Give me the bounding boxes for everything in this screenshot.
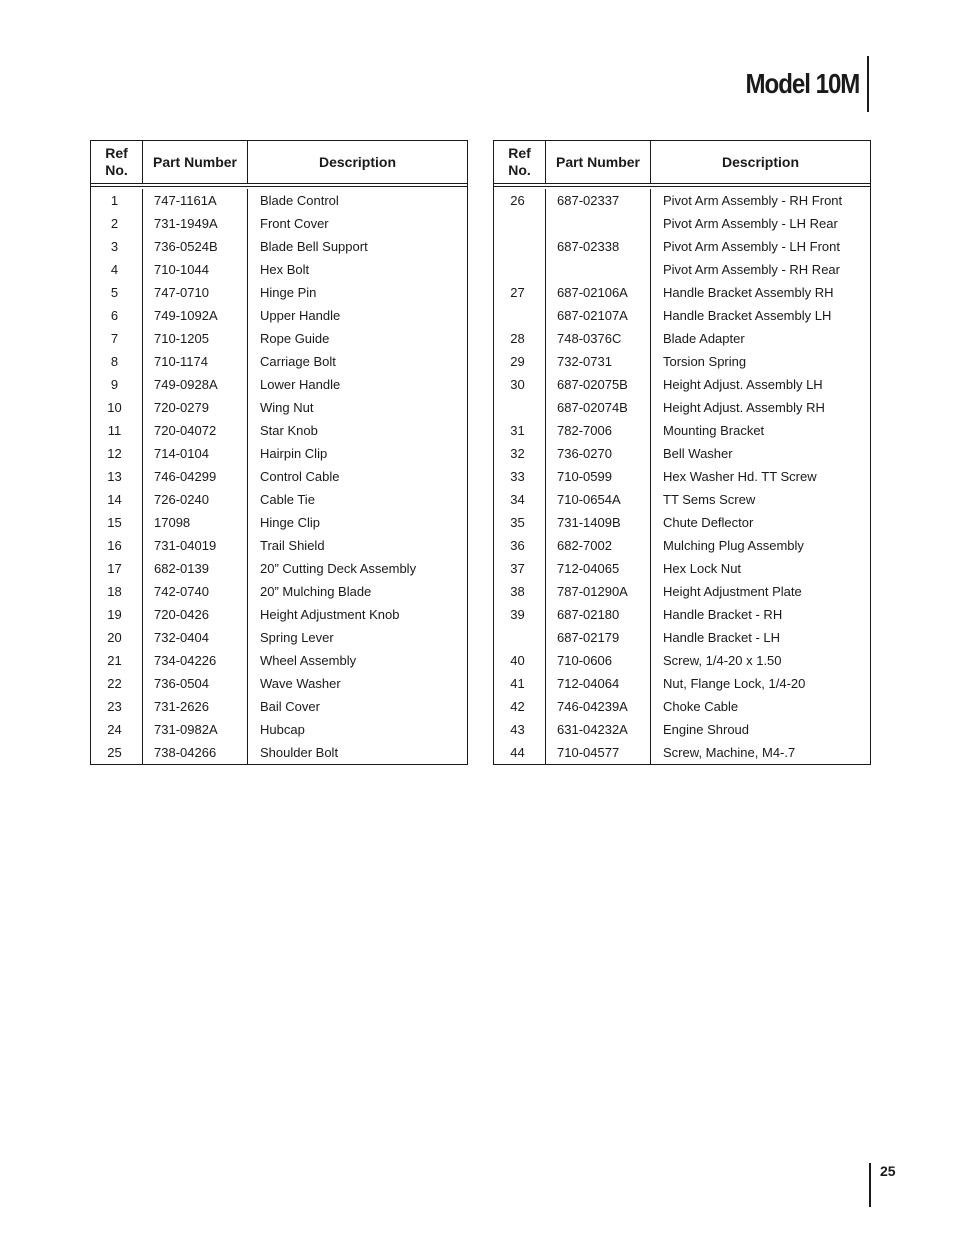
description-cell: Front Cover	[260, 216, 329, 231]
part-number-cell: 720-04072	[143, 419, 248, 442]
part-number-cell: 749-0928A	[143, 373, 248, 396]
ref-no-cell: 25	[91, 741, 143, 764]
title-rule	[867, 56, 869, 112]
part-number-cell: 710-0654A	[546, 488, 651, 511]
description-cell: Mounting Bracket	[663, 423, 765, 438]
description-cell: Carriage Bolt	[260, 354, 336, 369]
part-number-cell	[546, 258, 651, 281]
description-cell: Nut, Flange Lock, 1/4-20	[663, 676, 806, 691]
table-row	[91, 304, 467, 327]
part-number-cell: 731-1409B	[546, 511, 651, 534]
part-number-cell: 742-0740	[143, 580, 248, 603]
part-number-cell: 747-0710	[143, 281, 248, 304]
ref-no-cell	[494, 626, 546, 649]
description-cell: Blade Bell Support	[260, 239, 368, 254]
description-cell: Hex Lock Nut	[663, 561, 742, 576]
table-row	[494, 741, 870, 764]
part-number-cell: 734-04226	[143, 649, 248, 672]
description-cell: Height Adjustment Plate	[663, 584, 802, 599]
part-number-cell: 720-0279	[143, 396, 248, 419]
ref-no-cell: 16	[91, 534, 143, 557]
description-cell: Pivot Arm Assembly - LH Front	[663, 239, 840, 254]
ref-no-cell	[494, 235, 546, 258]
ref-no-cell: 39	[494, 603, 546, 626]
part-number-cell: 687-02106A	[546, 281, 651, 304]
ref-no-cell: 19	[91, 603, 143, 626]
ref-no-cell: 21	[91, 649, 143, 672]
description-cell: Handle Bracket - RH	[663, 607, 783, 622]
description-cell: Control Cable	[260, 469, 340, 484]
ref-no-cell: 18	[91, 580, 143, 603]
part-number-cell: 712-04065	[546, 557, 651, 580]
description-cell: Lower Handle	[260, 377, 341, 392]
part-number-cell: 687-02075B	[546, 373, 651, 396]
table-row	[494, 465, 870, 488]
description-cell: Chute Deflector	[663, 515, 754, 530]
description-cell: Height Adjust. Assembly LH	[663, 377, 823, 392]
table-row	[91, 281, 467, 304]
table-row	[91, 718, 467, 741]
part-number-cell: 736-0504	[143, 672, 248, 695]
parts-table-right	[493, 140, 871, 765]
part-number-cell: 687-02107A	[546, 304, 651, 327]
part-number-cell: 726-0240	[143, 488, 248, 511]
ref-no-cell: 14	[91, 488, 143, 511]
description-cell: TT Sems Screw	[663, 492, 756, 507]
ref-no-header: Ref No.	[91, 141, 143, 183]
table-row	[494, 350, 870, 373]
description-cell: Hex Bolt	[260, 262, 310, 277]
table-row	[494, 488, 870, 511]
description-cell: Wing Nut	[260, 400, 314, 415]
page-title: Model 10M	[745, 68, 859, 99]
table-row	[494, 672, 870, 695]
part-number-cell: 787-01290A	[546, 580, 651, 603]
description-cell: Blade Control	[260, 193, 339, 208]
table-row	[494, 396, 870, 419]
description-cell: Pivot Arm Assembly - RH Front	[663, 193, 843, 208]
part-number-header: Part Number	[546, 141, 651, 183]
ref-no-cell: 43	[494, 718, 546, 741]
ref-no-cell: 6	[91, 304, 143, 327]
description-cell: Spring Lever	[260, 630, 334, 645]
table-row	[494, 419, 870, 442]
part-number-cell: 710-1044	[143, 258, 248, 281]
table-row	[494, 626, 870, 649]
part-number-cell: 631-04232A	[546, 718, 651, 741]
description-cell: Cable Tie	[260, 492, 315, 507]
ref-no-cell: 10	[91, 396, 143, 419]
ref-no-cell: 42	[494, 695, 546, 718]
table-row	[91, 557, 467, 580]
description-cell: Hubcap	[260, 722, 305, 737]
part-number-cell: 736-0524B	[143, 235, 248, 258]
description-cell: Hinge Pin	[260, 285, 317, 300]
description-cell: Height Adjust. Assembly RH	[663, 400, 825, 415]
table-body	[494, 187, 870, 764]
table-row	[91, 511, 467, 534]
part-number-cell: 732-0404	[143, 626, 248, 649]
table-row	[91, 695, 467, 718]
part-number-cell: 732-0731	[546, 350, 651, 373]
table-row	[91, 603, 467, 626]
description-cell: Wave Washer	[260, 676, 341, 691]
table-row	[494, 235, 870, 258]
ref-no-cell: 26	[494, 189, 546, 212]
part-number-cell: 731-1949A	[143, 212, 248, 235]
part-number-cell: 782-7006	[546, 419, 651, 442]
part-number-cell: 731-2626	[143, 695, 248, 718]
ref-no-cell: 41	[494, 672, 546, 695]
ref-no-cell: 30	[494, 373, 546, 396]
table-row	[494, 718, 870, 741]
table-row	[91, 649, 467, 672]
description-cell: Handle Bracket - LH	[663, 630, 781, 645]
part-number-cell	[546, 212, 651, 235]
ref-no-cell: 17	[91, 557, 143, 580]
part-number-cell: 747-1161A	[143, 189, 248, 212]
ref-no-cell: 7	[91, 327, 143, 350]
part-number-cell: 710-0606	[546, 649, 651, 672]
ref-no-cell	[494, 212, 546, 235]
description-cell: Upper Handle	[260, 308, 341, 323]
ref-no-cell: 12	[91, 442, 143, 465]
table-row	[494, 327, 870, 350]
description-cell: Pivot Arm Assembly - RH Rear	[663, 262, 840, 277]
page-number-rule	[869, 1163, 871, 1207]
part-number-cell: 687-02179	[546, 626, 651, 649]
table-header	[494, 141, 870, 187]
description-cell: Handle Bracket Assembly LH	[663, 308, 832, 323]
description-cell: Blade Adapter	[663, 331, 745, 346]
ref-no-cell: 8	[91, 350, 143, 373]
table-row	[494, 258, 870, 281]
table-row	[494, 649, 870, 672]
ref-no-cell: 35	[494, 511, 546, 534]
table-row	[494, 281, 870, 304]
part-number-cell: 731-0982A	[143, 718, 248, 741]
part-number-cell: 687-02338	[546, 235, 651, 258]
table-row	[494, 212, 870, 235]
description-cell: Screw, Machine, M4-.7	[663, 745, 796, 760]
part-number-cell: 687-02180	[546, 603, 651, 626]
ref-no-cell: 20	[91, 626, 143, 649]
ref-no-cell	[494, 258, 546, 281]
ref-no-cell: 36	[494, 534, 546, 557]
ref-no-cell: 1	[91, 189, 143, 212]
part-number-header: Part Number	[143, 141, 248, 183]
description-cell: Shoulder Bolt	[260, 745, 339, 760]
table-row	[91, 373, 467, 396]
part-number-cell: 720-0426	[143, 603, 248, 626]
table-body	[91, 187, 467, 764]
description-cell: Trail Shield	[260, 538, 325, 553]
part-number-cell: 682-7002	[546, 534, 651, 557]
ref-no-cell: 40	[494, 649, 546, 672]
ref-no-cell: 33	[494, 465, 546, 488]
table-row	[494, 534, 870, 557]
part-number-cell: 17098	[143, 511, 248, 534]
description-cell: Rope Guide	[260, 331, 330, 346]
ref-no-cell: 28	[494, 327, 546, 350]
part-number-cell: 714-0104	[143, 442, 248, 465]
ref-no-cell: 38	[494, 580, 546, 603]
ref-no-cell: 34	[494, 488, 546, 511]
description-cell: Hairpin Clip	[260, 446, 328, 461]
part-number-cell: 710-04577	[546, 741, 651, 764]
ref-no-cell	[494, 396, 546, 419]
ref-no-cell: 32	[494, 442, 546, 465]
part-number-cell: 710-1174	[143, 350, 248, 373]
ref-no-cell: 9	[91, 373, 143, 396]
ref-no-cell: 44	[494, 741, 546, 764]
table-row	[91, 741, 467, 764]
table-row	[91, 258, 467, 281]
description-cell: Screw, 1/4-20 x 1.50	[663, 653, 782, 668]
part-number-cell: 682-0139	[143, 557, 248, 580]
ref-no-cell: 37	[494, 557, 546, 580]
ref-no-cell: 15	[91, 511, 143, 534]
description-cell: Bail Cover	[260, 699, 320, 714]
description-cell: Bell Washer	[663, 446, 733, 461]
table-row	[494, 557, 870, 580]
ref-no-cell: 27	[494, 281, 546, 304]
description-cell: Hex Washer Hd. TT Screw	[663, 469, 817, 484]
description-cell: Mulching Plug Assembly	[663, 538, 804, 553]
ref-no-cell: 5	[91, 281, 143, 304]
ref-no-cell: 24	[91, 718, 143, 741]
table-row	[91, 189, 467, 212]
table-row	[494, 580, 870, 603]
part-number-cell: 748-0376C	[546, 327, 651, 350]
table-row	[494, 511, 870, 534]
ref-no-cell: 13	[91, 465, 143, 488]
table-row	[91, 419, 467, 442]
table-row	[494, 373, 870, 396]
table-row	[494, 304, 870, 327]
table-row	[494, 442, 870, 465]
part-number-cell: 687-02074B	[546, 396, 651, 419]
ref-no-cell: 4	[91, 258, 143, 281]
table-row	[91, 396, 467, 419]
part-number-cell: 731-04019	[143, 534, 248, 557]
table-row	[91, 327, 467, 350]
description-cell: 20” Cutting Deck Assembly	[260, 561, 417, 576]
description-cell: Star Knob	[260, 423, 318, 438]
table-row	[91, 580, 467, 603]
description-cell: Wheel Assembly	[260, 653, 357, 668]
ref-no-cell: 29	[494, 350, 546, 373]
part-number-cell: 736-0270	[546, 442, 651, 465]
part-number-cell: 746-04299	[143, 465, 248, 488]
table-row	[91, 212, 467, 235]
description-header: Description	[721, 153, 799, 170]
ref-no-cell: 2	[91, 212, 143, 235]
description-cell: Engine Shroud	[663, 722, 750, 737]
ref-no-cell	[494, 304, 546, 327]
page-number: 25	[880, 1163, 896, 1179]
table-row	[494, 695, 870, 718]
table-row	[91, 488, 467, 511]
ref-no-cell: 31	[494, 419, 546, 442]
table-row	[91, 672, 467, 695]
description-cell: Handle Bracket Assembly RH	[663, 285, 834, 300]
table-row	[91, 465, 467, 488]
ref-no-header: Ref No.	[494, 141, 546, 183]
table-row	[494, 189, 870, 212]
table-row	[91, 350, 467, 373]
part-number-cell: 712-04064	[546, 672, 651, 695]
part-number-cell: 746-04239A	[546, 695, 651, 718]
table-row	[494, 603, 870, 626]
description-cell: Hinge Clip	[260, 515, 320, 530]
table-row	[91, 626, 467, 649]
part-number-cell: 749-1092A	[143, 304, 248, 327]
part-number-cell: 738-04266	[143, 741, 248, 764]
part-number-cell: 687-02337	[546, 189, 651, 212]
parts-table-left	[90, 140, 468, 765]
part-number-cell: 710-1205	[143, 327, 248, 350]
table-header	[91, 141, 467, 187]
description-cell: Choke Cable	[663, 699, 739, 714]
description-cell: Torsion Spring	[663, 354, 747, 369]
ref-no-cell: 3	[91, 235, 143, 258]
description-cell: 20” Mulching Blade	[260, 584, 372, 599]
ref-no-cell: 23	[91, 695, 143, 718]
table-row	[91, 442, 467, 465]
ref-no-cell: 22	[91, 672, 143, 695]
description-cell: Height Adjustment Knob	[260, 607, 400, 622]
description-cell: Pivot Arm Assembly - LH Rear	[663, 216, 838, 231]
part-number-cell: 710-0599	[546, 465, 651, 488]
description-header: Description	[318, 153, 396, 170]
table-row	[91, 534, 467, 557]
ref-no-cell: 11	[91, 419, 143, 442]
table-row	[91, 235, 467, 258]
